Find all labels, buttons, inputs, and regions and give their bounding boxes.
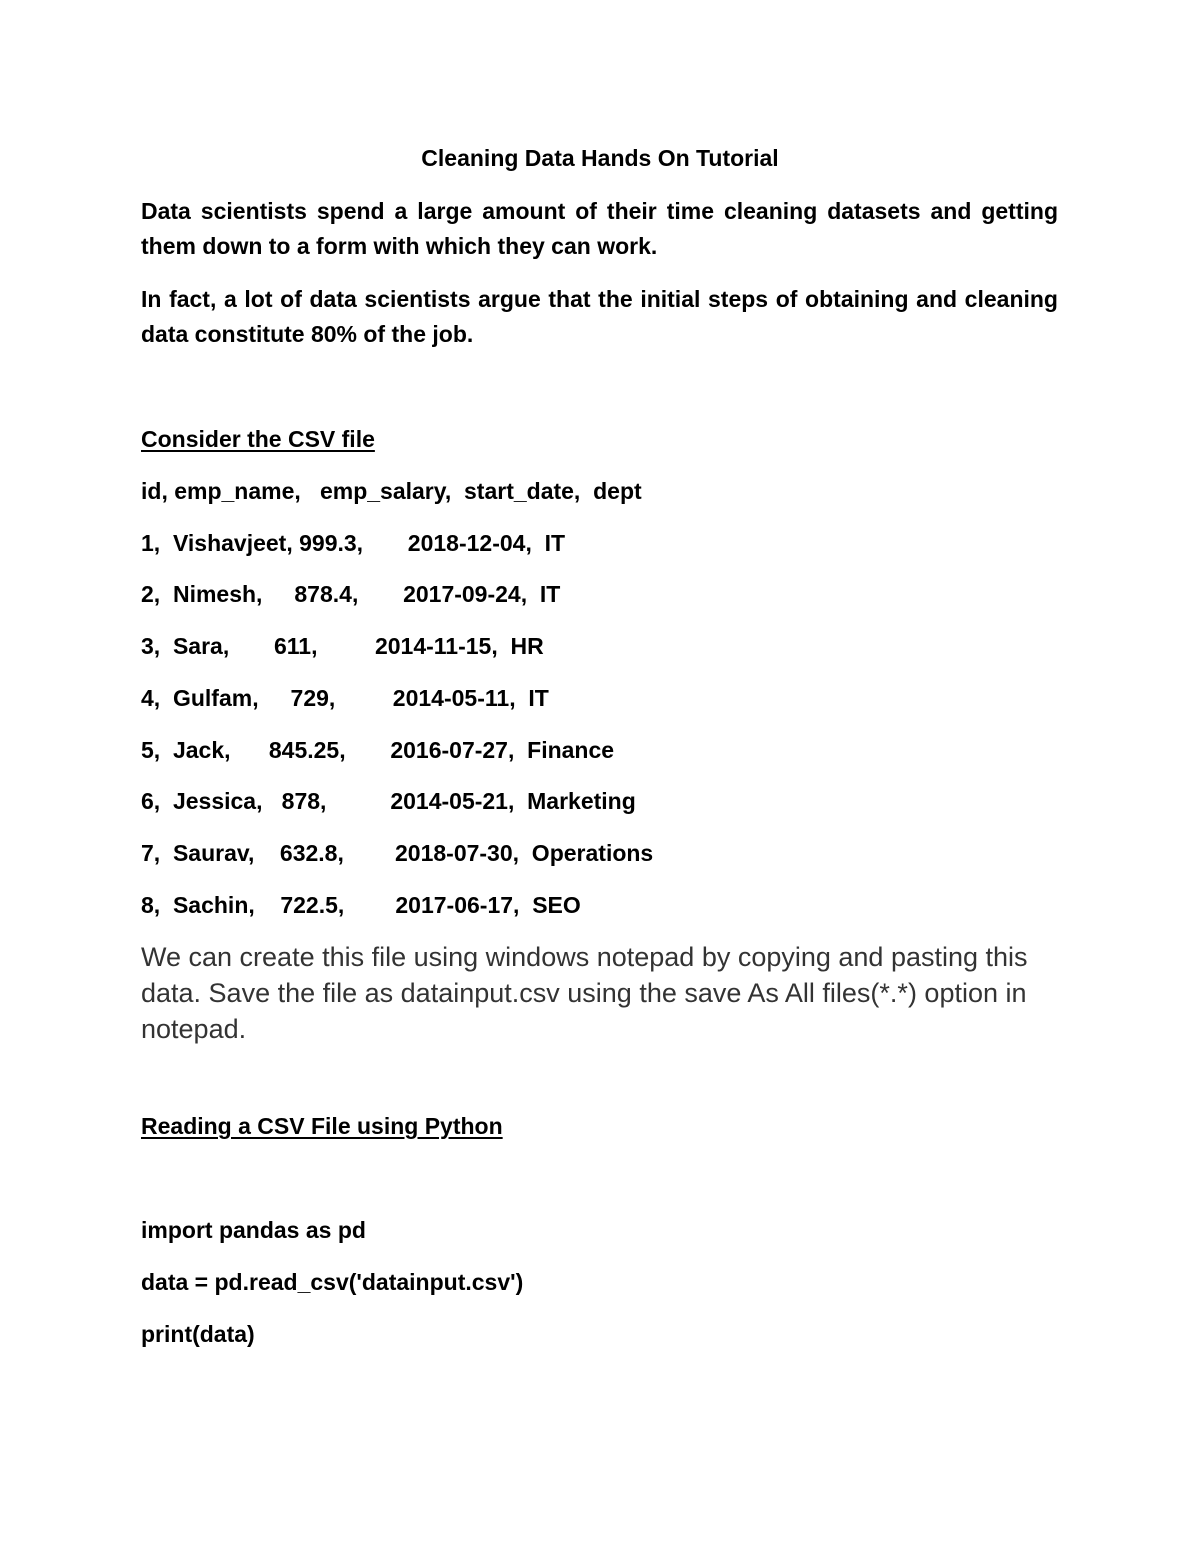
intro-paragraph-2: In fact, a lot of data scientists argue that the initial steps of obtaining and cleaning data constitute 80% of the job. [141, 286, 1058, 347]
csv-data-line: 6, Jessica, 878, 2014-05-21, Marketing [141, 788, 636, 814]
instruction-note: We can create this file using windows notepad by copying and pasting this data. Save the file as datainput.csv using the save As All files(*.*) option in notepad. [141, 942, 1028, 1044]
csv-section-heading: Consider the CSV file [141, 426, 375, 452]
csv-header-line: id, emp_name, emp_salary, start_date, dept [141, 478, 642, 504]
csv-data-line: 4, Gulfam, 729, 2014-05-11, IT [141, 685, 549, 711]
csv-data-line: 8, Sachin, 722.5, 2017-06-17, SEO [141, 892, 581, 918]
csv-data-line: 1, Vishavjeet, 999.3, 2018-12-04, IT [141, 530, 566, 556]
document-title: Cleaning Data Hands On Tutorial [421, 145, 779, 171]
csv-data-line: 2, Nimesh, 878.4, 2017-09-24, IT [141, 581, 561, 607]
csv-data-line: 7, Saurav, 632.8, 2018-07-30, Operations [141, 840, 654, 866]
python-section-heading: Reading a CSV File using Python [141, 1113, 503, 1139]
csv-data-line: 3, Sara, 611, 2014-11-15, HR [141, 633, 544, 659]
code-line: data = pd.read_csv('datainput.csv') [141, 1269, 524, 1295]
code-line: import pandas as pd [141, 1217, 366, 1243]
csv-data-line: 5, Jack, 845.25, 2016-07-27, Finance [141, 737, 615, 763]
code-line: print(data) [141, 1321, 255, 1347]
intro-paragraph-1: Data scientists spend a large amount of their time cleaning datasets and getting them down to a form with which they can work. [141, 198, 1058, 259]
